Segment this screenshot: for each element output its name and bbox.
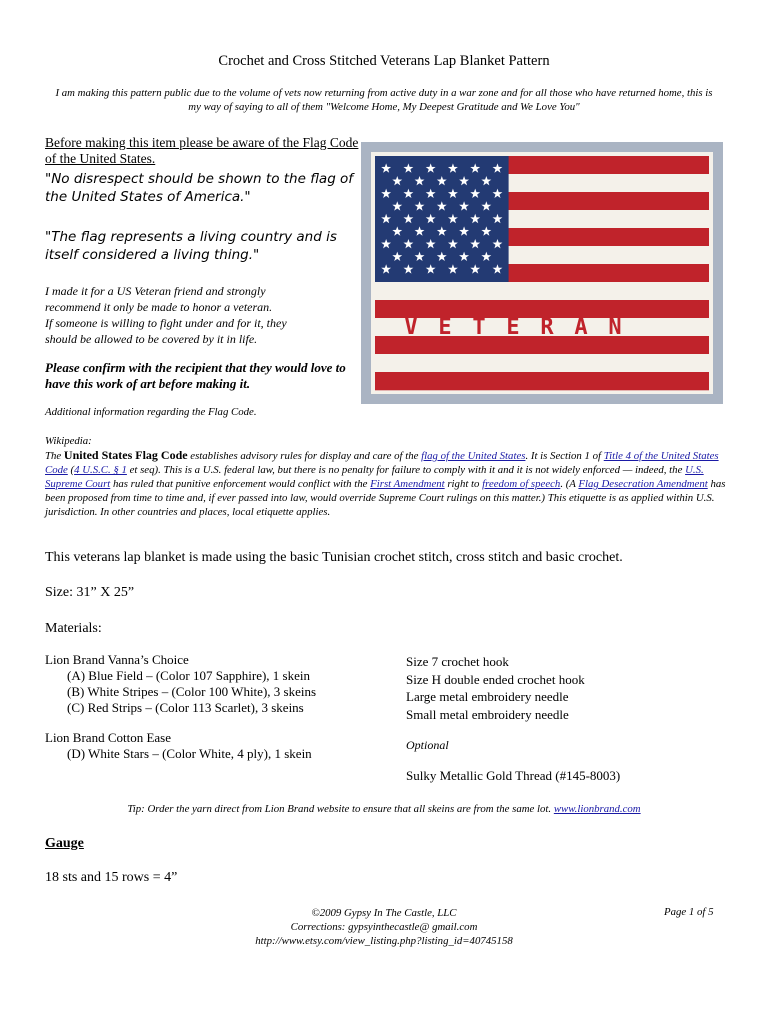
wiki-text: . (A [560, 478, 579, 490]
veteran-letter: E [438, 315, 452, 340]
yarn-list [45, 652, 385, 762]
yarn-item: (B) White Stripes – (Color 100 White), 3 skeins [67, 684, 317, 699]
link-first-amendment[interactable]: First Amendment [370, 478, 445, 490]
blanket-description: This veterans lap blanket is made using the basic Tunisian crochet stitch, cross stitch and basic crochet. [45, 550, 623, 565]
link-supreme-court[interactable]: U.S. Supreme Court [45, 464, 704, 490]
blanket-size: Size: 31” X 25” [45, 585, 135, 600]
flag-canton [375, 156, 509, 282]
made-for-paragraph [45, 283, 365, 347]
link-flag-desecration[interactable]: Flag Desecration Amendment [578, 478, 708, 490]
intro-paragraph: I am making this pattern public due to the volume of vets now returning from active duty in a war zone and for all those who have returned home, this is my way of saying to all of them "Welcome Home, My Deepest Gratitude and We Love You" [55, 87, 713, 113]
tool-item: Small metal embroidery needle [406, 706, 569, 722]
flag-stripe [375, 354, 709, 372]
made-for-line: I made it for a US Veteran friend and strongly [45, 284, 266, 298]
flag-stripe [375, 282, 709, 300]
wiki-text: right to [444, 478, 483, 490]
confirm-note: Please confirm with the recipient that they would love to have this work of art before making it. [45, 360, 346, 391]
veteran-letter: T [472, 315, 486, 340]
tip-note [0, 803, 768, 815]
tool-item: Large metal embroidery needle [406, 689, 569, 704]
footer-url: http://www.etsy.com/view_listing.php?listing_id=40745158 [255, 935, 513, 947]
tool-item: Size H double ended crochet hook [406, 671, 585, 687]
made-for-line: recommend it only be made to honor a veteran. [45, 300, 273, 314]
wiki-text: has been proposed from time to time and, if ever passed into law, would override Supreme Court rulings on this matter.) This etiquette is as applied within U.S. jurisdiction. In other countries and places, local etiquette applies. [45, 478, 726, 518]
wikipedia-excerpt [45, 434, 727, 519]
wiki-text: has ruled that punitive enforcement would conflict with the [110, 478, 371, 490]
additional-info: Additional information regarding the Flag Code. [45, 406, 257, 418]
made-for-line: should be allowed to be covered by it in life. [45, 332, 258, 346]
yarn-brand-vannas-choice: Lion Brand Vanna’s Choice [45, 652, 189, 667]
tool-item: Size 7 crochet hook [406, 654, 509, 669]
quote-disrespect: "No disrespect should be shown to the flag of the United States of America." [45, 171, 354, 205]
tools-list [406, 653, 726, 723]
wikipedia-label: Wikipedia: [45, 435, 92, 447]
tip-text: Tip: Order the yarn direct from Lion Brand website to ensure that all skeins are from the same lot. [127, 803, 554, 815]
veteran-letter: N [608, 315, 622, 340]
veteran-letter: V [404, 315, 418, 340]
lionbrand-link[interactable]: www.lionbrand.com [553, 803, 641, 815]
link-title-4[interactable]: Title 4 of the United States Code [45, 450, 719, 476]
wiki-text: . It is Section 1 of [525, 450, 604, 462]
yarn-brand-cotton-ease: Lion Brand Cotton Ease [45, 730, 172, 745]
wiki-text: ( [67, 464, 75, 476]
made-for-line: If someone is willing to fight under and for it, they [45, 316, 287, 330]
optional-label: Optional [406, 738, 449, 752]
wiki-text: et seq). This is a U.S. federal law, but there is no penalty for failure to comply with it and it is not widely enforced — indeed, the [126, 464, 686, 476]
flag-blanket [371, 152, 713, 394]
page-number: Page 1 of 5 [664, 906, 714, 918]
wiki-text: establishes advisory rules for display and care of the [187, 450, 422, 462]
link-flag-of-us[interactable]: flag of the United States [421, 450, 526, 462]
materials-heading: Materials: [45, 621, 102, 636]
link-4-usc-1[interactable]: 4 U.S.C. § 1 [74, 464, 127, 476]
veteran-letter: A [574, 315, 588, 340]
document-title: Crochet and Cross Stitched Veterans Lap Blanket Pattern [218, 53, 550, 69]
yarn-item: (D) White Stars – (Color White, 4 ply), 1 skein [67, 746, 312, 761]
footer-copyright: ©2009 Gypsy In The Castle, LLC [311, 907, 457, 919]
gauge-heading: Gauge [45, 836, 84, 851]
flag-code-note: Before making this item please be aware of the Flag Code of the United States. [45, 135, 359, 166]
flag-stripe [375, 372, 709, 390]
wiki-text: The [45, 450, 64, 462]
gauge-value: 18 sts and 15 rows = 4” [45, 870, 178, 885]
footer-corrections: Corrections: gypsyinthecastle@ gmail.com [290, 921, 478, 933]
optional-item: Sulky Metallic Gold Thread (#145-8003) [406, 768, 621, 783]
flag-code-term: United States Flag Code [63, 448, 188, 462]
yarn-item: (A) Blue Field – (Color 107 Sapphire), 1 skein [67, 668, 310, 683]
quote-living-thing: "The flag represents a living country and is itself considered a living thing." [45, 229, 337, 263]
veteran-flag-blanket-photo [361, 142, 723, 404]
footer [0, 906, 768, 948]
link-freedom-of-speech[interactable]: freedom of speech [482, 478, 561, 490]
veteran-letter: E [506, 315, 520, 340]
yarn-item: (C) Red Strips – (Color 113 Scarlet), 3 skeins [67, 700, 304, 715]
veteran-letter: R [540, 315, 554, 340]
